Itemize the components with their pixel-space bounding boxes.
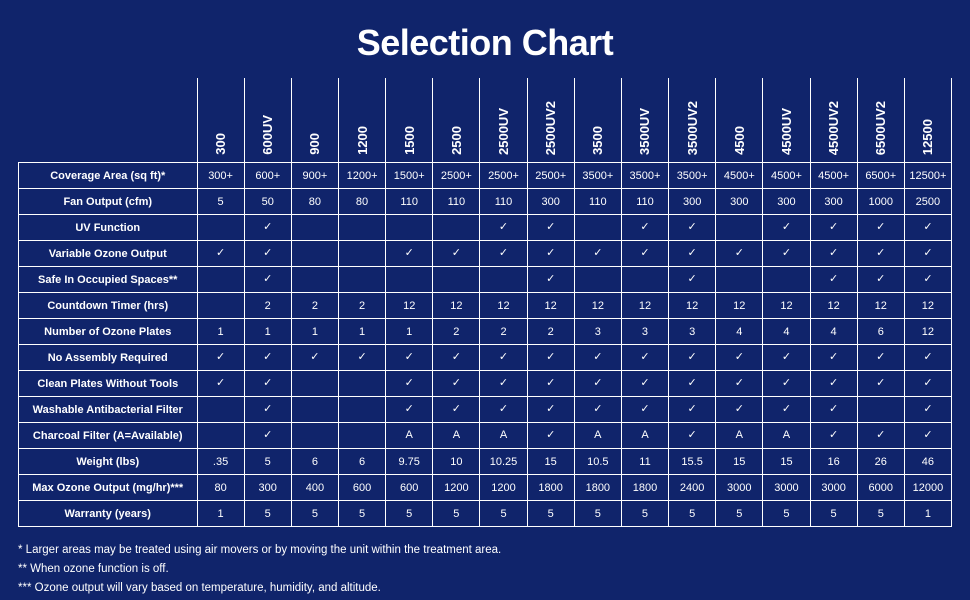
cell: 1 bbox=[244, 319, 291, 345]
cell: ✓ bbox=[386, 397, 433, 423]
cell: ✓ bbox=[338, 345, 385, 371]
cell bbox=[433, 267, 480, 293]
cell: 300 bbox=[716, 189, 763, 215]
selection-chart-table bbox=[18, 78, 952, 527]
cell: 3 bbox=[574, 319, 621, 345]
row-label: Safe In Occupied Spaces** bbox=[19, 267, 198, 293]
cell bbox=[338, 241, 385, 267]
cell: 5 bbox=[574, 501, 621, 527]
cell: ✓ bbox=[433, 397, 480, 423]
cell: 2 bbox=[291, 293, 338, 319]
column-header: 600UV bbox=[244, 78, 291, 163]
table-row bbox=[19, 423, 952, 449]
cell: 5 bbox=[480, 501, 527, 527]
cell bbox=[338, 397, 385, 423]
cell: ✓ bbox=[621, 215, 668, 241]
row-label: Max Ozone Output (mg/hr)*** bbox=[19, 475, 198, 501]
cell: 3 bbox=[621, 319, 668, 345]
cell: ✓ bbox=[574, 397, 621, 423]
cell: 110 bbox=[433, 189, 480, 215]
cell: ✓ bbox=[669, 371, 716, 397]
cell: ✓ bbox=[904, 423, 951, 449]
cell: ✓ bbox=[527, 423, 574, 449]
cell: 1 bbox=[197, 319, 244, 345]
cell: 300 bbox=[527, 189, 574, 215]
cell: 300 bbox=[669, 189, 716, 215]
column-header: 2500UV2 bbox=[527, 78, 574, 163]
cell: 4500+ bbox=[716, 163, 763, 189]
cell: 3000 bbox=[810, 475, 857, 501]
cell: ✓ bbox=[433, 345, 480, 371]
table-row bbox=[19, 267, 952, 293]
cell: ✓ bbox=[904, 371, 951, 397]
cell: ✓ bbox=[904, 345, 951, 371]
cell: 5 bbox=[527, 501, 574, 527]
cell: ✓ bbox=[574, 345, 621, 371]
cell: ✓ bbox=[857, 215, 904, 241]
cell: 6 bbox=[857, 319, 904, 345]
cell: 300 bbox=[244, 475, 291, 501]
cell: ✓ bbox=[763, 241, 810, 267]
cell: ✓ bbox=[480, 215, 527, 241]
table-header-row bbox=[19, 78, 952, 163]
row-label: Charcoal Filter (A=Available) bbox=[19, 423, 198, 449]
column-header: 2500UV bbox=[480, 78, 527, 163]
cell: 1000 bbox=[857, 189, 904, 215]
cell: 9.75 bbox=[386, 449, 433, 475]
cell: 2500+ bbox=[433, 163, 480, 189]
column-header: 3500UV bbox=[621, 78, 668, 163]
cell: 1 bbox=[197, 501, 244, 527]
cell: 4500+ bbox=[763, 163, 810, 189]
cell: ✓ bbox=[857, 267, 904, 293]
cell: 300 bbox=[810, 189, 857, 215]
cell: 1 bbox=[338, 319, 385, 345]
cell: 3500+ bbox=[669, 163, 716, 189]
cell: ✓ bbox=[669, 397, 716, 423]
cell: ✓ bbox=[244, 215, 291, 241]
cell: 1200+ bbox=[338, 163, 385, 189]
cell bbox=[197, 215, 244, 241]
cell: ✓ bbox=[810, 267, 857, 293]
cell: 110 bbox=[621, 189, 668, 215]
cell: 12 bbox=[904, 319, 951, 345]
table-row bbox=[19, 449, 952, 475]
cell: 4 bbox=[810, 319, 857, 345]
cell bbox=[763, 267, 810, 293]
cell: ✓ bbox=[386, 371, 433, 397]
cell: ✓ bbox=[669, 215, 716, 241]
cell: 15.5 bbox=[669, 449, 716, 475]
table-row bbox=[19, 215, 952, 241]
row-label: Weight (lbs) bbox=[19, 449, 198, 475]
page-title: Selection Chart bbox=[356, 22, 614, 63]
row-label: Clean Plates Without Tools bbox=[19, 371, 198, 397]
column-header: 900 bbox=[291, 78, 338, 163]
cell: A bbox=[386, 423, 433, 449]
cell: 80 bbox=[291, 189, 338, 215]
cell bbox=[621, 267, 668, 293]
cell: 1800 bbox=[574, 475, 621, 501]
cell: 600 bbox=[386, 475, 433, 501]
cell: ✓ bbox=[527, 397, 574, 423]
cell bbox=[197, 397, 244, 423]
table-row bbox=[19, 397, 952, 423]
cell: ✓ bbox=[480, 371, 527, 397]
cell: 1200 bbox=[480, 475, 527, 501]
table-row bbox=[19, 501, 952, 527]
cell: 900+ bbox=[291, 163, 338, 189]
column-header: 1200 bbox=[338, 78, 385, 163]
cell: 80 bbox=[338, 189, 385, 215]
cell: 2 bbox=[338, 293, 385, 319]
cell: ✓ bbox=[197, 241, 244, 267]
cell: 5 bbox=[810, 501, 857, 527]
cell: ✓ bbox=[244, 345, 291, 371]
cell: 1500+ bbox=[386, 163, 433, 189]
cell: .35 bbox=[197, 449, 244, 475]
cell: 5 bbox=[291, 501, 338, 527]
row-label: Countdown Timer (hrs) bbox=[19, 293, 198, 319]
row-label: Number of Ozone Plates bbox=[19, 319, 198, 345]
cell: ✓ bbox=[857, 241, 904, 267]
cell: ✓ bbox=[433, 241, 480, 267]
cell bbox=[480, 267, 527, 293]
cell: ✓ bbox=[763, 215, 810, 241]
row-label: Variable Ozone Output bbox=[19, 241, 198, 267]
cell: 5 bbox=[197, 189, 244, 215]
cell: 10 bbox=[433, 449, 480, 475]
cell: ✓ bbox=[763, 345, 810, 371]
cell: ✓ bbox=[527, 267, 574, 293]
table-row bbox=[19, 345, 952, 371]
column-header: 3500UV2 bbox=[669, 78, 716, 163]
cell: 2 bbox=[433, 319, 480, 345]
cell bbox=[574, 267, 621, 293]
cell: A bbox=[763, 423, 810, 449]
cell bbox=[433, 215, 480, 241]
cell: ✓ bbox=[621, 345, 668, 371]
column-header: 300 bbox=[197, 78, 244, 163]
cell: A bbox=[716, 423, 763, 449]
table-row bbox=[19, 163, 952, 189]
cell: 300 bbox=[763, 189, 810, 215]
cell: 46 bbox=[904, 449, 951, 475]
cell bbox=[338, 423, 385, 449]
cell: 400 bbox=[291, 475, 338, 501]
cell bbox=[291, 423, 338, 449]
cell: 6500+ bbox=[857, 163, 904, 189]
table-row bbox=[19, 319, 952, 345]
cell: 1 bbox=[386, 319, 433, 345]
cell: 12 bbox=[669, 293, 716, 319]
cell: ✓ bbox=[574, 371, 621, 397]
cell: 15 bbox=[527, 449, 574, 475]
cell: 10.25 bbox=[480, 449, 527, 475]
cell: 50 bbox=[244, 189, 291, 215]
cell: 3 bbox=[669, 319, 716, 345]
cell: ✓ bbox=[433, 371, 480, 397]
table-header bbox=[19, 78, 952, 163]
footnote-1: * Larger areas may be treated using air movers or by moving the unit within the treatment area. bbox=[18, 544, 502, 556]
table-row bbox=[19, 241, 952, 267]
cell: 4 bbox=[716, 319, 763, 345]
cell: ✓ bbox=[197, 345, 244, 371]
table-body bbox=[19, 163, 952, 527]
cell: 2400 bbox=[669, 475, 716, 501]
cell: 110 bbox=[480, 189, 527, 215]
cell: ✓ bbox=[716, 345, 763, 371]
cell bbox=[291, 371, 338, 397]
cell: ✓ bbox=[244, 423, 291, 449]
cell: 5 bbox=[621, 501, 668, 527]
cell: 5 bbox=[716, 501, 763, 527]
cell bbox=[386, 215, 433, 241]
column-header: 6500UV2 bbox=[857, 78, 904, 163]
cell: ✓ bbox=[857, 371, 904, 397]
cell: 12 bbox=[386, 293, 433, 319]
cell: ✓ bbox=[810, 215, 857, 241]
cell: 12 bbox=[763, 293, 810, 319]
cell: 600+ bbox=[244, 163, 291, 189]
column-header: 4500 bbox=[716, 78, 763, 163]
cell: 6000 bbox=[857, 475, 904, 501]
cell: 3000 bbox=[763, 475, 810, 501]
row-label: Washable Antibacterial Filter bbox=[19, 397, 198, 423]
column-header: 4500UV2 bbox=[810, 78, 857, 163]
cell: ✓ bbox=[527, 241, 574, 267]
cell: 5 bbox=[763, 501, 810, 527]
cell: ✓ bbox=[480, 241, 527, 267]
cell: ✓ bbox=[763, 371, 810, 397]
cell: ✓ bbox=[244, 241, 291, 267]
cell: 600 bbox=[338, 475, 385, 501]
cell: 80 bbox=[197, 475, 244, 501]
cell: ✓ bbox=[810, 345, 857, 371]
cell: ✓ bbox=[669, 241, 716, 267]
cell: ✓ bbox=[810, 397, 857, 423]
cell: ✓ bbox=[527, 371, 574, 397]
cell: A bbox=[574, 423, 621, 449]
table-row bbox=[19, 189, 952, 215]
cell bbox=[338, 371, 385, 397]
cell: ✓ bbox=[904, 397, 951, 423]
cell: ✓ bbox=[810, 423, 857, 449]
cell: ✓ bbox=[904, 267, 951, 293]
cell: ✓ bbox=[197, 371, 244, 397]
cell: ✓ bbox=[527, 345, 574, 371]
cell: 16 bbox=[810, 449, 857, 475]
cell bbox=[386, 267, 433, 293]
cell bbox=[291, 215, 338, 241]
cell: ✓ bbox=[621, 397, 668, 423]
cell bbox=[197, 293, 244, 319]
cell: ✓ bbox=[527, 215, 574, 241]
cell: 5 bbox=[669, 501, 716, 527]
column-header: 12500 bbox=[904, 78, 951, 163]
cell: 2 bbox=[527, 319, 574, 345]
cell: 15 bbox=[763, 449, 810, 475]
cell: 3500+ bbox=[574, 163, 621, 189]
row-label: No Assembly Required bbox=[19, 345, 198, 371]
cell: 3500+ bbox=[621, 163, 668, 189]
cell: ✓ bbox=[716, 371, 763, 397]
cell: 12 bbox=[810, 293, 857, 319]
cell: ✓ bbox=[244, 371, 291, 397]
cell: 5 bbox=[244, 501, 291, 527]
cell: 12 bbox=[527, 293, 574, 319]
cell: ✓ bbox=[669, 345, 716, 371]
cell: 5 bbox=[244, 449, 291, 475]
cell: 5 bbox=[857, 501, 904, 527]
footnote-2: ** When ozone function is off. bbox=[18, 562, 169, 575]
cell: 12 bbox=[621, 293, 668, 319]
cell: 6 bbox=[291, 449, 338, 475]
cell: ✓ bbox=[669, 423, 716, 449]
cell: 12000 bbox=[904, 475, 951, 501]
table-row bbox=[19, 293, 952, 319]
cell: 3000 bbox=[716, 475, 763, 501]
cell: 2 bbox=[480, 319, 527, 345]
cell: 12 bbox=[904, 293, 951, 319]
column-header: 3500 bbox=[574, 78, 621, 163]
cell: 1800 bbox=[527, 475, 574, 501]
column-header: 1500 bbox=[386, 78, 433, 163]
cell: 4 bbox=[763, 319, 810, 345]
row-label: Warranty (years) bbox=[19, 501, 198, 527]
cell bbox=[716, 267, 763, 293]
cell: ✓ bbox=[621, 241, 668, 267]
cell: ✓ bbox=[763, 397, 810, 423]
cell bbox=[291, 241, 338, 267]
cell: 15 bbox=[716, 449, 763, 475]
cell: 1 bbox=[904, 501, 951, 527]
cell: A bbox=[433, 423, 480, 449]
cell: 2500+ bbox=[480, 163, 527, 189]
cell: ✓ bbox=[574, 241, 621, 267]
cell: A bbox=[621, 423, 668, 449]
cell: 26 bbox=[857, 449, 904, 475]
cell: ✓ bbox=[716, 397, 763, 423]
row-label: UV Function bbox=[19, 215, 198, 241]
header-corner-cell bbox=[19, 78, 198, 163]
cell: 110 bbox=[386, 189, 433, 215]
cell: ✓ bbox=[244, 267, 291, 293]
row-label: Fan Output (cfm) bbox=[19, 189, 198, 215]
cell: 1 bbox=[291, 319, 338, 345]
cell bbox=[197, 267, 244, 293]
cell: ✓ bbox=[244, 397, 291, 423]
cell bbox=[716, 215, 763, 241]
cell: ✓ bbox=[857, 423, 904, 449]
cell: 5 bbox=[433, 501, 480, 527]
cell: 11 bbox=[621, 449, 668, 475]
footnotes bbox=[18, 527, 952, 598]
cell bbox=[291, 267, 338, 293]
column-header: 2500 bbox=[433, 78, 480, 163]
cell: ✓ bbox=[480, 397, 527, 423]
cell bbox=[338, 215, 385, 241]
cell: ✓ bbox=[669, 267, 716, 293]
cell: ✓ bbox=[810, 241, 857, 267]
cell: 300+ bbox=[197, 163, 244, 189]
cell: ✓ bbox=[810, 371, 857, 397]
cell: 12500+ bbox=[904, 163, 951, 189]
cell: ✓ bbox=[386, 345, 433, 371]
table-row bbox=[19, 371, 952, 397]
cell: 5 bbox=[386, 501, 433, 527]
cell bbox=[574, 215, 621, 241]
cell bbox=[338, 267, 385, 293]
cell: 12 bbox=[574, 293, 621, 319]
cell bbox=[291, 397, 338, 423]
cell: ✓ bbox=[716, 241, 763, 267]
cell: ✓ bbox=[291, 345, 338, 371]
cell: A bbox=[480, 423, 527, 449]
cell: 2500 bbox=[904, 189, 951, 215]
cell: 12 bbox=[433, 293, 480, 319]
cell bbox=[197, 423, 244, 449]
cell: 12 bbox=[716, 293, 763, 319]
cell: 2500+ bbox=[527, 163, 574, 189]
column-header: 4500UV bbox=[763, 78, 810, 163]
table-row bbox=[19, 475, 952, 501]
cell: 110 bbox=[574, 189, 621, 215]
cell: ✓ bbox=[386, 241, 433, 267]
row-label: Coverage Area (sq ft)* bbox=[19, 163, 198, 189]
footnote-3: *** Ozone output will vary based on temperature, humidity, and altitude. bbox=[18, 581, 381, 594]
cell: ✓ bbox=[621, 371, 668, 397]
cell: 2 bbox=[244, 293, 291, 319]
cell: 4500+ bbox=[810, 163, 857, 189]
cell: 1200 bbox=[433, 475, 480, 501]
cell: ✓ bbox=[857, 345, 904, 371]
cell: 1800 bbox=[621, 475, 668, 501]
cell: 10.5 bbox=[574, 449, 621, 475]
cell: 12 bbox=[480, 293, 527, 319]
cell: ✓ bbox=[904, 241, 951, 267]
cell: ✓ bbox=[904, 215, 951, 241]
cell: 6 bbox=[338, 449, 385, 475]
cell: 5 bbox=[338, 501, 385, 527]
cell: 12 bbox=[857, 293, 904, 319]
cell bbox=[857, 397, 904, 423]
cell: ✓ bbox=[480, 345, 527, 371]
